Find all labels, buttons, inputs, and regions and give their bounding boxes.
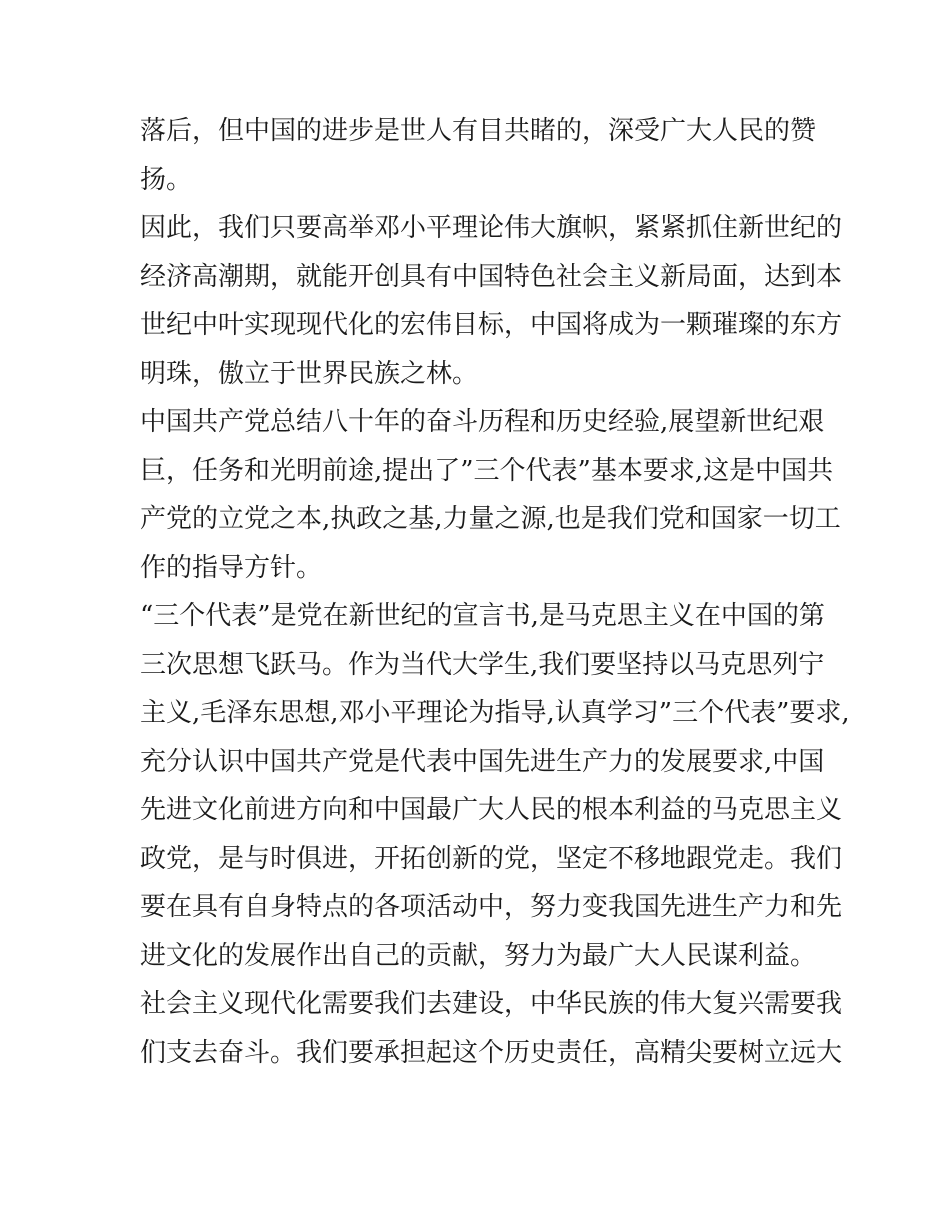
text-line: 主义,毛泽东思想,邓小平理论为指导,认真学习”三个代表”要求, bbox=[140, 698, 850, 728]
text-line: 政党，是与时俱进，开拓创新的党，坚定不移地跟党走。我们 bbox=[140, 843, 843, 874]
text-line: 作的指导方针。 bbox=[140, 552, 323, 583]
text-line: 中国共产党总结八十年的奋斗历程和历史经验,展望新世纪艰 bbox=[140, 407, 825, 437]
text-line: 进文化的发展作出自己的贡献，努力为最广大人民谋利益。 bbox=[140, 940, 817, 971]
text-line: 巨，任务和光明前途,提出了”三个代表”基本要求,这是中国共 bbox=[140, 455, 834, 486]
text-line: 三次思想飞跃马。作为当代大学生,我们要坚持以马克思列宁 bbox=[140, 649, 825, 680]
text-line: 世纪中叶实现现代化的宏伟目标，中国将成为一颗璀璨的东方 bbox=[140, 310, 843, 340]
text-line: 产党的立党之本,执政之基,力量之源,也是我们党和国家一切工 bbox=[140, 504, 841, 534]
text-line: 要在具有自身特点的各项活动中，努力变我国先进生产力和先 bbox=[140, 892, 843, 922]
text-line: 扬。 bbox=[140, 164, 193, 195]
text-line: 明珠，傲立于世界民族之林。 bbox=[140, 358, 479, 389]
text-line: 社会主义现代化需要我们去建设，中华民族的伟大复兴需要我 bbox=[140, 989, 843, 1019]
text-line: 充分认识中国共产党是代表中国先进生产力的发展要求,中国 bbox=[140, 746, 825, 777]
text-line: “三个代表”是党在新世纪的宣言书,是马克思主义在中国的第 bbox=[140, 601, 825, 631]
text-line: 落后，但中国的进步是世人有目共睹的，深受广大人民的赞 bbox=[140, 116, 817, 146]
text-line: 经济高潮期，就能开创具有中国特色社会主义新局面，达到本 bbox=[140, 261, 843, 292]
document-body bbox=[140, 107, 850, 1077]
text-line: 因此，我们只要高举邓小平理论伟大旗帜，紧紧抓住新世纪的 bbox=[140, 213, 843, 243]
text-line: 们支去奋斗。我们要承担起这个历史责任，高精尖要树立远大 bbox=[140, 1037, 843, 1068]
text-line: 先进文化前进方向和中国最广大人民的根本利益的马克思主义 bbox=[140, 795, 843, 825]
